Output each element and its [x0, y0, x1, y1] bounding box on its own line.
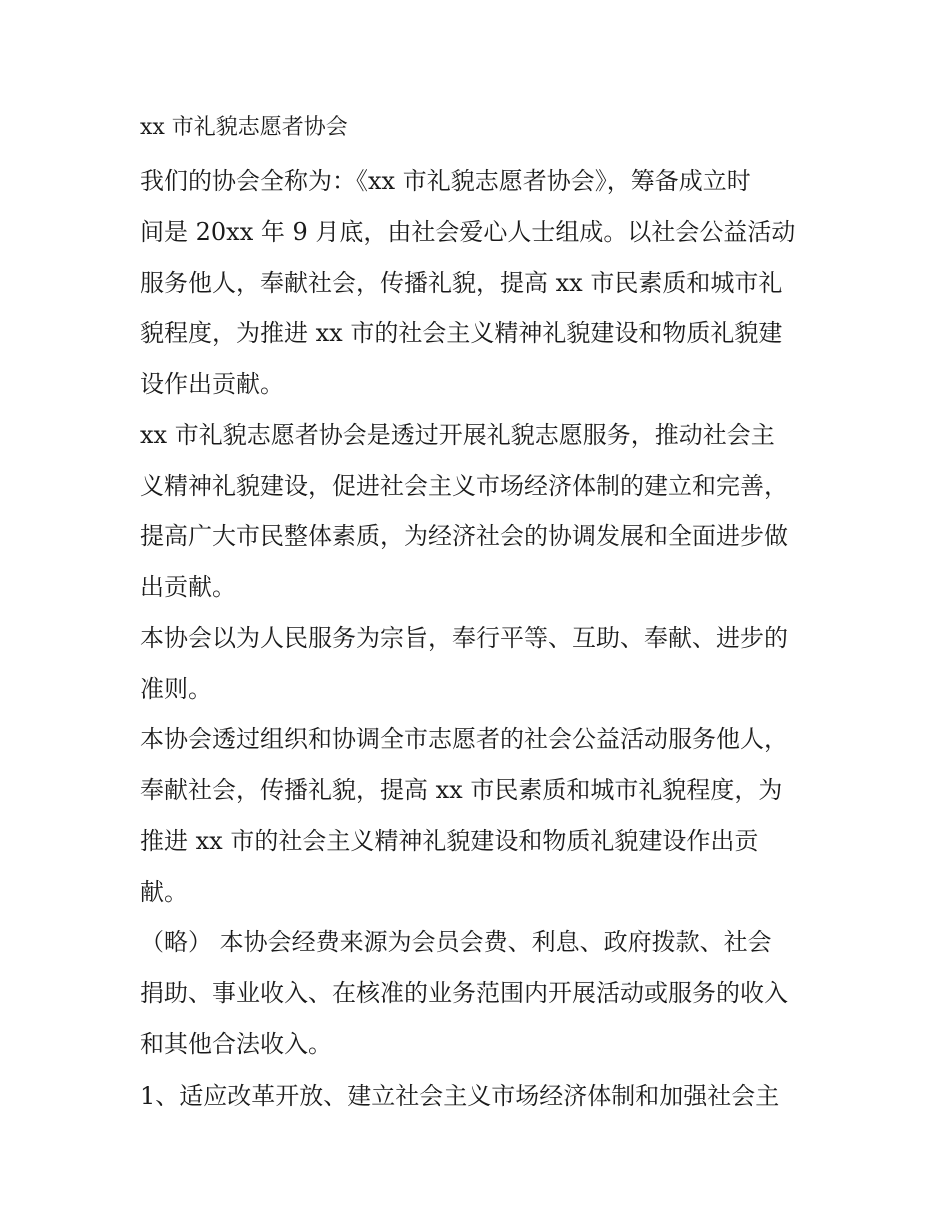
text-line: 我们的协会全称为：《xx 市礼貌志愿者协会》，筹备成立时: [140, 167, 751, 195]
text-line: xx 市礼貌志愿者协会是透过开展礼貌志愿服务，推动社会主: [140, 421, 775, 449]
text-line: 本协会以为人民服务为宗旨，奉行平等、互助、奉献、进步的: [140, 624, 788, 652]
text-line: 间是 20xx 年 9 月底，由社会爱心人士组成。以社会公益活动: [140, 218, 796, 246]
text-line: 捐助、事业收入、在核准的业务范围内开展活动或服务的收入: [140, 979, 788, 1007]
text-line: 设作出贡献。: [140, 370, 284, 398]
text-line: 奉献社会，传播礼貌，提高 xx 市民素质和城市礼貌程度，为: [140, 776, 783, 804]
text-line: 献。: [140, 878, 188, 906]
text-line: 本协会透过组织和协调全市志愿者的社会公益活动服务他人，: [140, 725, 788, 753]
document-title: xx 市礼貌志愿者协会: [140, 115, 348, 140]
text-line: 和其他合法收入。: [140, 1030, 332, 1058]
text-line: 义精神礼貌建设，促进社会主义市场经济体制的建立和完善，: [140, 472, 788, 500]
text-line: 貌程度，为推进 xx 市的社会主义精神礼貌建设和物质礼貌建: [140, 319, 783, 347]
text-line: （略） 本协会经费来源为会员会费、利息、政府拨款、社会: [140, 928, 772, 956]
text-line: 服务他人，奉献社会，传播礼貌，提高 xx 市民素质和城市礼: [140, 269, 783, 297]
text-line: 1、适应改革开放、建立社会主义市场经济体制和加强社会主: [140, 1082, 780, 1110]
text-line: 准则。: [140, 675, 212, 703]
text-line: 出贡献。: [140, 573, 236, 601]
text-line: 推进 xx 市的社会主义精神礼貌建设和物质礼貌建设作出贡: [140, 827, 759, 855]
text-line: 提高广大市民整体素质，为经济社会的协调发展和全面进步做: [140, 522, 788, 550]
